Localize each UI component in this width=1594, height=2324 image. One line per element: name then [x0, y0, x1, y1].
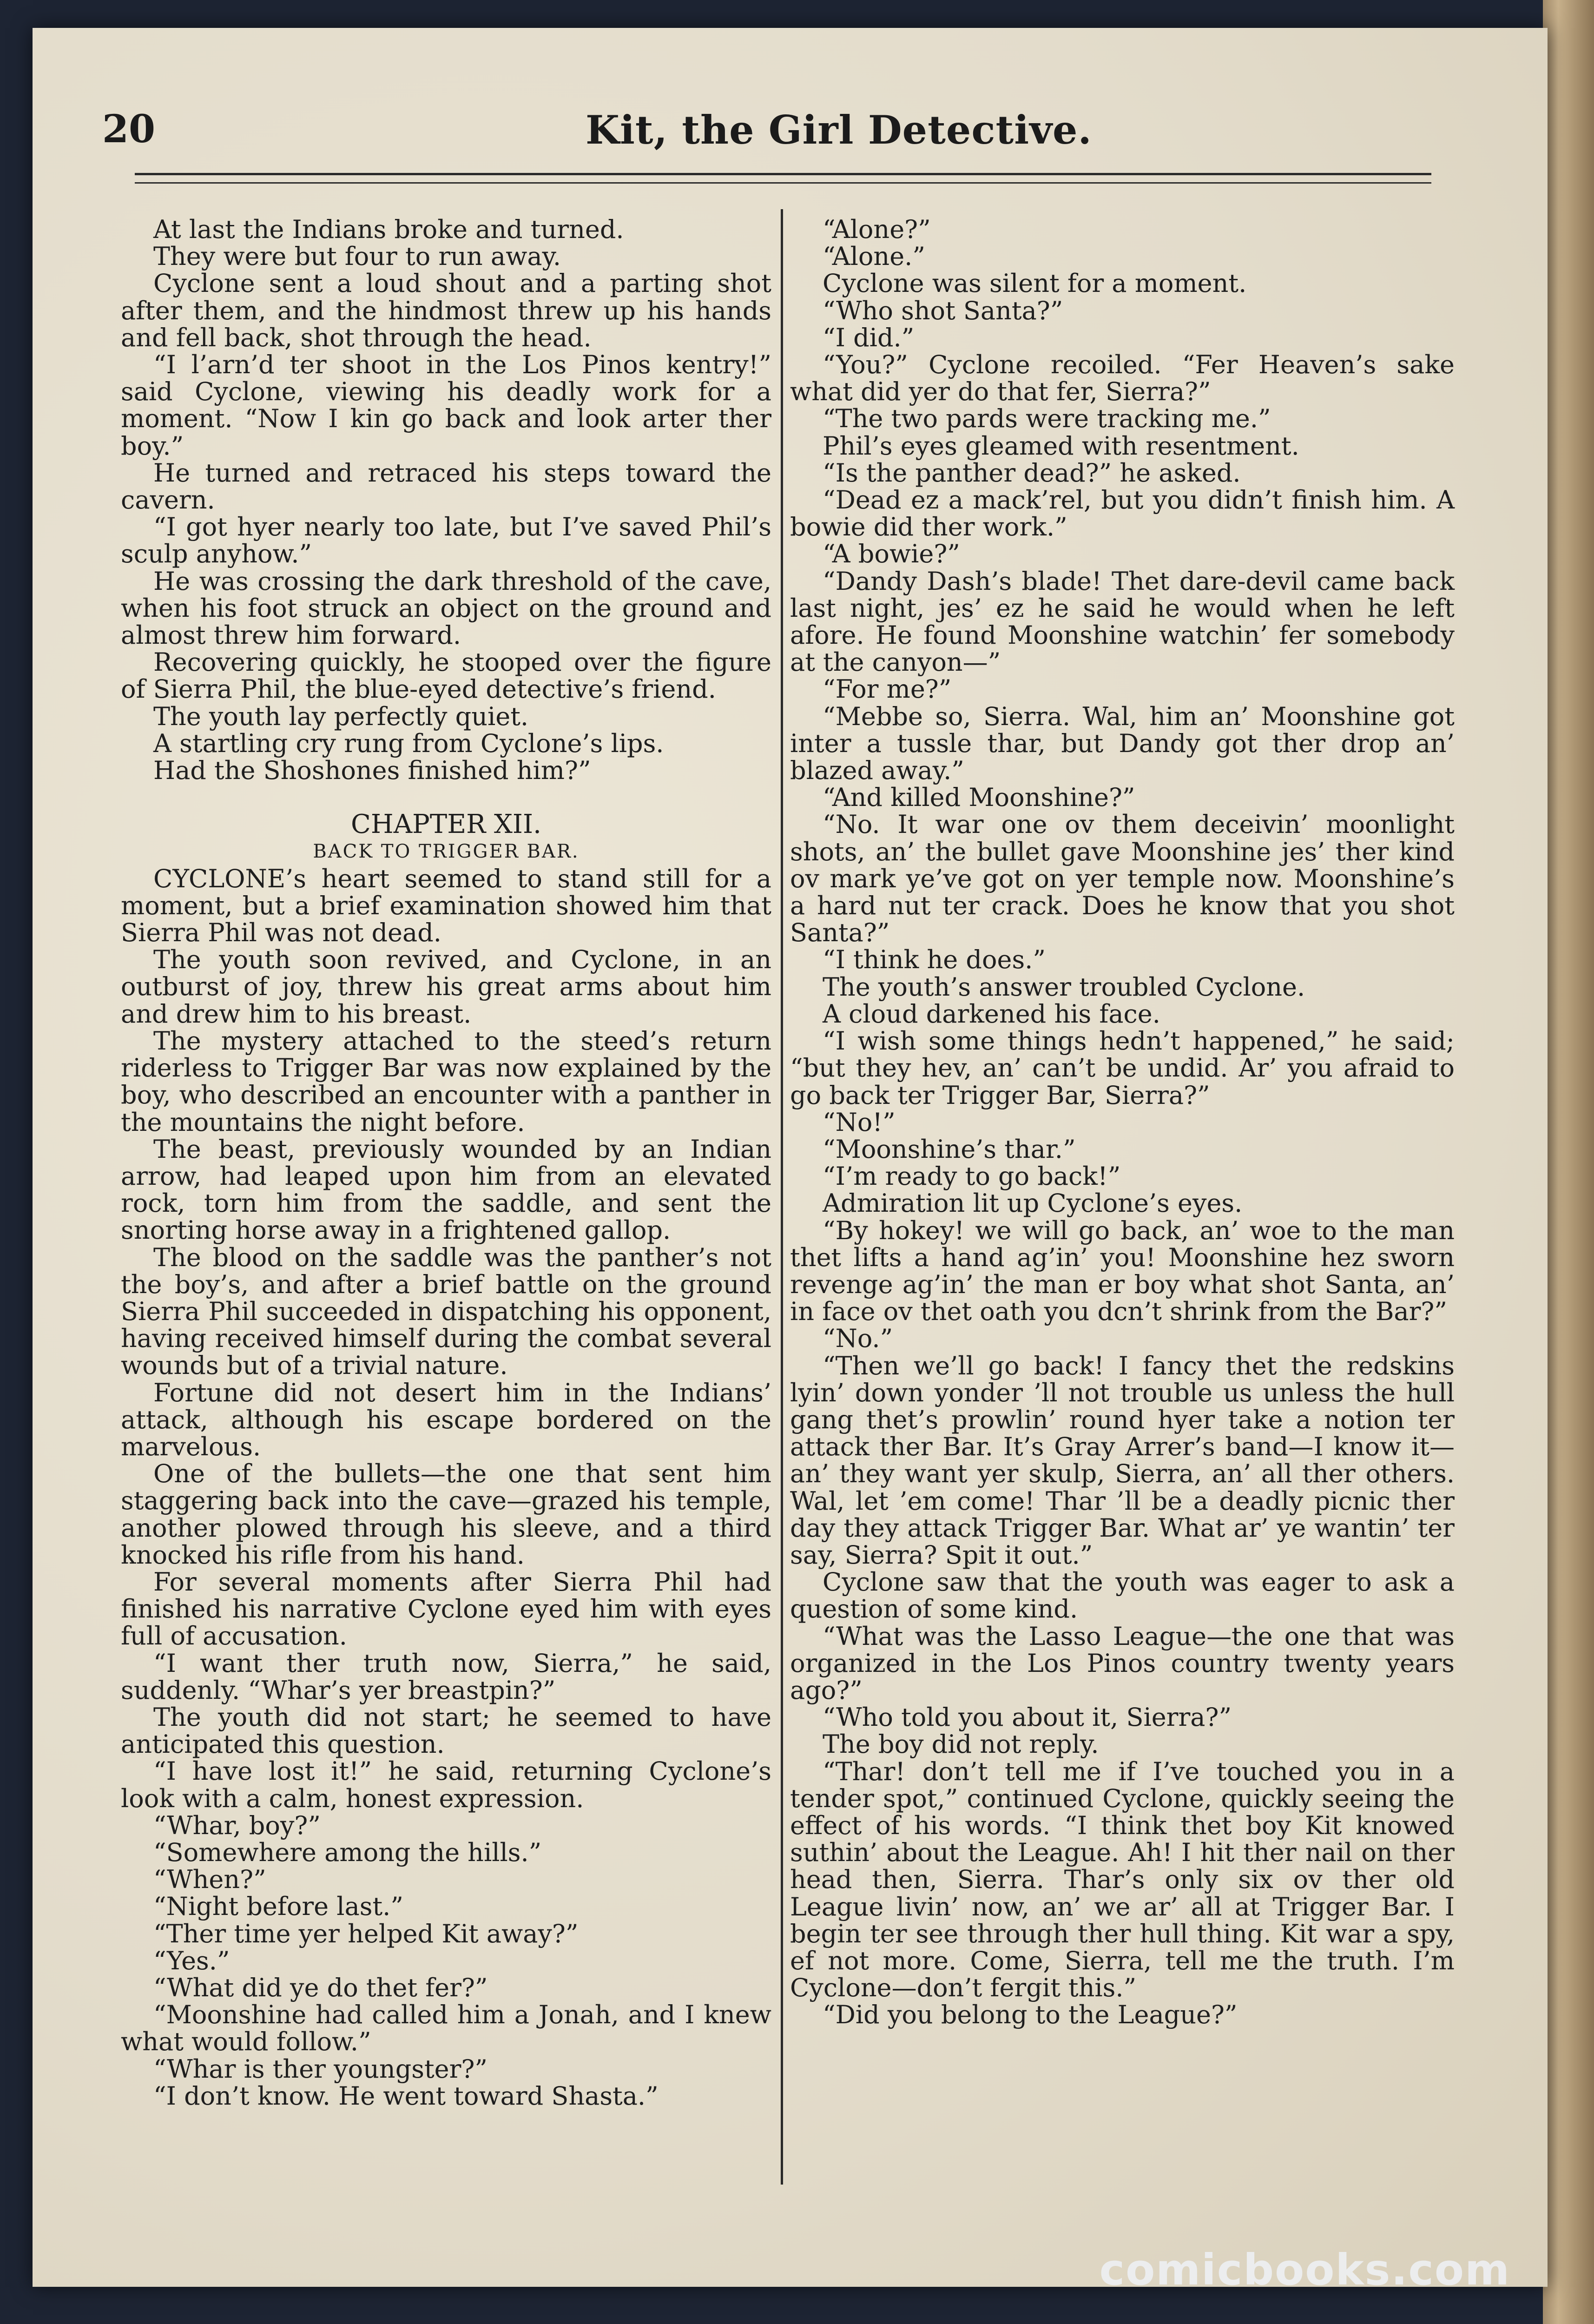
running-title: Kit, the Girl Detective.: [586, 107, 1092, 153]
paragraph: Fortune did not desert him in the Indians’ attack, although his escape bordered on the marvelous.: [121, 1378, 771, 1461]
paragraph: “I l’arn’d ter shoot in the Los Pinos kentry!” said Cyclone, viewing his deadly work for a moment. “Now I kin go back and look arter ther boy.”: [121, 350, 771, 461]
page-header: [102, 107, 1501, 167]
paragraph: “Moonshine had called him a Jonah, and I knew what would follow.”: [121, 2000, 771, 2057]
paragraph: “When?”: [153, 1865, 266, 1895]
paragraph: “No!”: [823, 1107, 896, 1137]
paragraph: “Ther time yer helped Kit away?”: [153, 1919, 579, 1948]
right-column: [790, 216, 1455, 2029]
paragraph: The blood on the saddle was the panther’s not the boy’s, and after a brief battle on the ground Sierra Phil succeeded in dispatching his opponent, having received himself during the combat several wounds but of a trivial nature.: [121, 1242, 771, 1380]
paragraph: “Who told you about it, Sierra?”: [823, 1703, 1232, 1732]
paragraph: The mystery attached to the steed’s return riderless to Trigger Bar was now explained by the boy, who described an encounter with a panther in the mountains the night before.: [121, 1026, 771, 1137]
paragraph: He turned and retraced his steps toward the cavern.: [121, 458, 771, 515]
paragraph: “And killed Moonshine?”: [823, 783, 1135, 812]
paragraph: “Whar is ther youngster?”: [153, 2054, 488, 2084]
paragraph: “What was the Lasso League—the one that was organized in the Los Pinos country twenty years ago?”: [790, 1621, 1455, 1705]
paragraph: A startling cry rung from Cyclone’s lips.: [153, 728, 664, 758]
paragraph: “Alone?”: [823, 215, 931, 244]
paragraph: “No. It war one ov them deceivin’ moonlight shots, an’ the bullet gave Moonshine jes’ ther kind ov mark ye’ve got on yer temple now. Moonshine’s a hard nut ter crack. Does he know that you shot Santa?”: [790, 810, 1455, 948]
paragraph: “I want ther truth now, Sierra,” he said, suddenly. “Whar’s yer breastpin?”: [121, 1648, 771, 1705]
paragraph: They were but four to run away.: [153, 242, 561, 271]
paragraph: “Whar, boy?”: [153, 1810, 321, 1840]
page-number: 20: [102, 107, 156, 152]
paragraph: A cloud darkened his face.: [823, 999, 1160, 1029]
header-rule-top: [135, 173, 1431, 175]
paragraph: The boy did not reply.: [823, 1730, 1099, 1759]
paragraph: “Thar! don’t tell me if I’ve touched you in a tender spot,” continued Cyclone, quickly seeing the effect of his words. “I think thet boy Kit knowed suthin’ about the League. Ah! I hit ther nail on ther head then, Sierra. Thar’s only six ov ther old League livin’ now, an’ we ar’ all at Trigger Bar. I begin ter see through ther hull thing. Kit war a spy, ef not more. Come, Sierra, tell me the truth. I’m Cyclone—don’t fergit this.”: [790, 1756, 1455, 2003]
paragraph: “I have lost it!” he said, returning Cyclone’s look with a calm, honest expression.: [121, 1756, 771, 1813]
paragraph: The youth lay perfectly quiet.: [153, 701, 529, 731]
paragraph: “Did you belong to the League?”: [823, 2000, 1238, 2030]
paragraph: “I think he does.”: [823, 945, 1046, 975]
paragraph: Phil’s eyes gleamed with resentment.: [823, 431, 1299, 461]
chapter-subtitle: BACK TO TRIGGER BAR.: [313, 841, 580, 863]
paragraph: Admiration lit up Cyclone’s eyes.: [823, 1188, 1243, 1218]
book-spine-edge: [1543, 0, 1594, 2324]
left-column: [121, 216, 771, 2110]
paragraph: “Somewhere among the hills.”: [153, 1837, 542, 1867]
paragraph: Had the Shoshones finished him?”: [153, 756, 591, 786]
paragraph: He was crossing the dark threshold of the cave, when his foot struck an object on the ground and almost threw him forward.: [121, 566, 771, 650]
paragraph: “The two pards were tracking me.”: [823, 404, 1271, 434]
paragraph: “I did.”: [823, 323, 915, 352]
paragraph: “What did ye do thet fer?”: [153, 1973, 488, 2002]
paragraph: The youth’s answer troubled Cyclone.: [823, 972, 1305, 1002]
paragraph: At last the Indians broke and turned.: [153, 215, 624, 244]
paragraph: The youth did not start; he seemed to have anticipated this question.: [121, 1702, 771, 1759]
header-rule-bottom: [135, 182, 1431, 184]
paragraph: “Moonshine’s thar.”: [823, 1134, 1076, 1164]
paragraph: “A bowie?”: [823, 539, 960, 569]
paragraph: Cyclone was silent for a moment.: [823, 269, 1247, 298]
paragraph: “Mebbe so, Sierra. Wal, him an’ Moonshine got inter a tussle thar, but Dandy got ther drop an’ blazed away.”: [790, 701, 1455, 786]
paragraph: “By hokey! we will go back, an’ woe to the man thet lifts a hand ag’in’ you! Moonshine hez sworn revenge ag’in’ the man er boy what shot Santa, an’ in face ov thet oath you dcn’t shrink from the Bar?”: [790, 1215, 1455, 1327]
paragraph: “Yes.”: [153, 1946, 230, 1975]
paragraph: Recovering quickly, he stooped over the figure of Sierra Phil, the blue-eyed detective’s friend.: [121, 647, 771, 704]
paragraph: One of the bullets—the one that sent him staggering back into the cave—grazed his temple, another plowed through his sleeve, and a third knocked his rifle from his hand.: [121, 1459, 771, 1570]
paragraph: “For me?”: [823, 674, 952, 704]
paragraph: For several moments after Sierra Phil had finished his narrative Cyclone eyed him with eyes full of accusation.: [121, 1567, 771, 1651]
paragraph: “I wish some things hedn’t happened,” he said; “but they hev, an’ can’t be undid. Ar’ you afraid to go back ter Trigger Bar, Sierra?”: [790, 1026, 1455, 1110]
paragraph: “Dead ez a mack’rel, but you didn’t finish him. A bowie did ther work.”: [790, 485, 1455, 542]
paragraph: “Then we’ll go back! I fancy thet the redskins lyin’ down yonder ’ll not trouble us unless the hull gang thet’s prowlin’ round hyer take a notion ter attack ther Bar. It’s Gray Arrer’s band—I know it—an’ they want yer skulp, Sierra, an’ all ther others. Wal, let ’em come! Thar ’ll be a deadly picnic ther day they attack Trigger Bar. What ar’ ye wantin’ ter say, Sierra? Spit it out.”: [790, 1351, 1455, 1570]
paragraph: “No.”: [823, 1324, 893, 1353]
paragraph: “Night before last.”: [153, 1892, 403, 1921]
right-paragraphs: [790, 216, 1455, 2029]
paragraph: The youth soon revived, and Cyclone, in an outburst of joy, threw his great arms about him and drew him to his breast.: [121, 945, 771, 1029]
paragraph: “I’m ready to go back!”: [823, 1162, 1121, 1191]
paragraph: “Alone.”: [823, 242, 925, 271]
paragraph: The beast, previously wounded by an Indian arrow, had leaped upon him from an elevated rock, torn him from the saddle, and sent the snorting horse away in a frightened gallop.: [121, 1134, 771, 1245]
paragraph: Cyclone saw that the youth was eager to ask a question of some kind.: [790, 1567, 1455, 1624]
column-divider: [781, 209, 783, 2185]
paragraph: “Dandy Dash’s blade! Thet dare-devil came back last night, jes’ ez he said he would when he left afore. He found Moonshine watchin’ fer somebody at the canyon—”: [790, 566, 1455, 677]
left-paragraphs-after: [121, 865, 771, 2110]
chapter-heading: CHAPTER XII.: [351, 809, 541, 840]
site-watermark: comicbooks.com: [1099, 2245, 1510, 2295]
paragraph: “I got hyer nearly too late, but I’ve saved Phil’s sculp anyhow.”: [121, 512, 771, 569]
left-paragraphs-before: [121, 216, 771, 784]
paragraph: “I don’t know. He went toward Shasta.”: [153, 2081, 659, 2111]
paragraph: CYCLONE’s heart seemed to stand still for a moment, but a brief examination showed him that Sierra Phil was not dead.: [121, 864, 771, 948]
paragraph: “Who shot Santa?”: [823, 296, 1063, 325]
paragraph: “You?” Cyclone recoiled. “Fer Heaven’s sake what did yer do that fer, Sierra?”: [790, 350, 1455, 407]
paragraph: Cyclone sent a loud shout and a parting shot after them, and the hindmost threw up his hands and fell back, shot through the head.: [121, 269, 771, 352]
paragraph: “Is the panther dead?” he asked.: [823, 458, 1241, 488]
